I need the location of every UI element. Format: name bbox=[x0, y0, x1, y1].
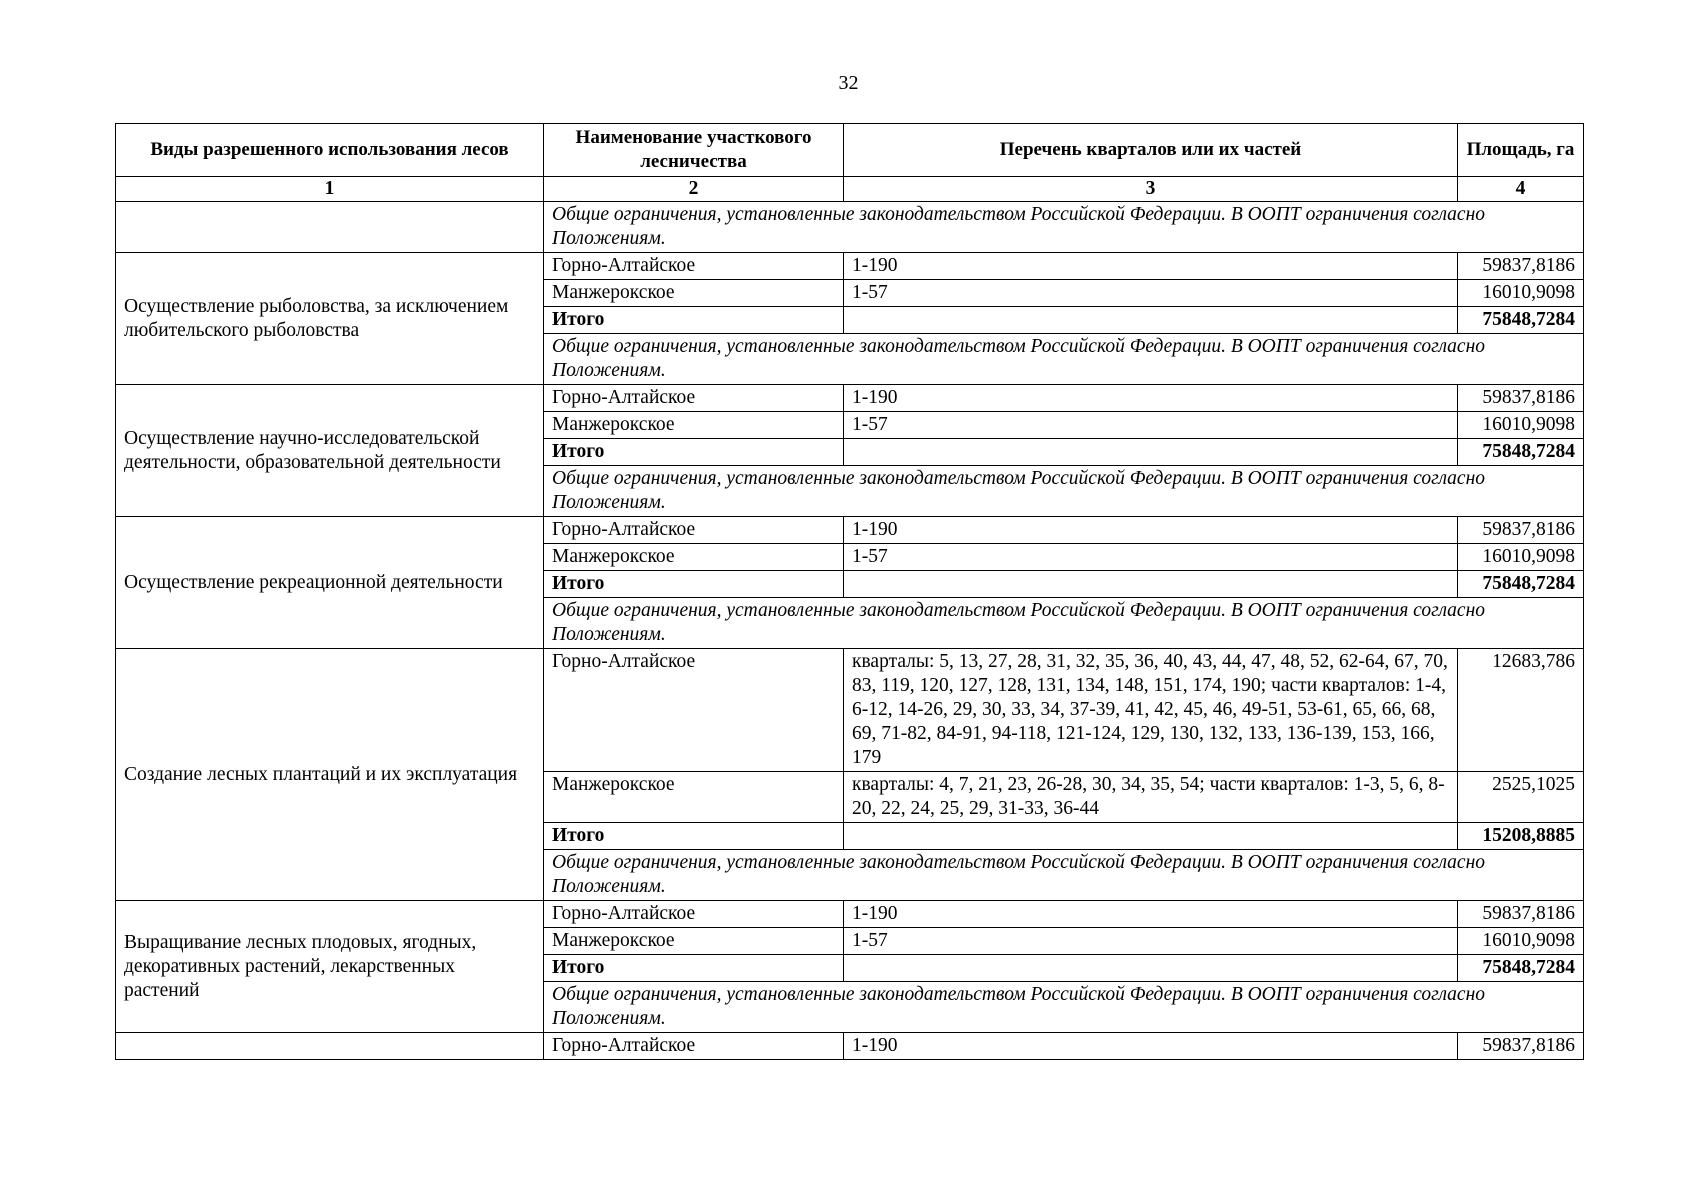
forestry-cell: Горно-Алтайское bbox=[544, 1033, 844, 1060]
area-cell: 59837,8186 bbox=[1458, 1033, 1584, 1060]
header-forestry: Наименование участкового лесничества bbox=[544, 124, 844, 177]
total-label: Итого bbox=[544, 823, 844, 850]
table-row bbox=[116, 901, 1584, 928]
area-cell: 16010,9098 bbox=[1458, 928, 1584, 955]
table-row bbox=[116, 1033, 1584, 1060]
quarters-cell bbox=[844, 439, 1458, 466]
use-type-cell bbox=[116, 1033, 544, 1060]
forestry-cell: Горно-Алтайское bbox=[544, 901, 844, 928]
quarters-cell: 1-57 bbox=[844, 928, 1458, 955]
use-type-cell: Осуществление рекреационной деятельности bbox=[116, 517, 544, 649]
use-type-cell bbox=[116, 202, 544, 253]
table-row bbox=[116, 385, 1584, 412]
forestry-cell: Манжерокское bbox=[544, 544, 844, 571]
table-row bbox=[116, 649, 1584, 772]
use-type-cell: Осуществление научно-исследовательской деятельности, образовательной деятельности bbox=[116, 385, 544, 517]
column-number: 3 bbox=[844, 177, 1458, 202]
quarters-cell: 1-190 bbox=[844, 253, 1458, 280]
forestry-cell: Горно-Алтайское bbox=[544, 517, 844, 544]
use-type-cell: Осуществление рыболовства, за исключением любительского рыболовства bbox=[116, 253, 544, 385]
area-cell: 59837,8186 bbox=[1458, 253, 1584, 280]
area-cell: 59837,8186 bbox=[1458, 901, 1584, 928]
quarters-cell: 1-190 bbox=[844, 901, 1458, 928]
forestry-cell: Горно-Алтайское bbox=[544, 253, 844, 280]
total-label: Итого bbox=[544, 439, 844, 466]
restriction-note: Общие ограничения, установленные законодательством Российской Федерации. В ООПТ ограничения согласно Положениям. bbox=[544, 598, 1584, 649]
restriction-note: Общие ограничения, установленные законодательством Российской Федерации. В ООПТ ограничения согласно Положениям. bbox=[544, 982, 1584, 1033]
forest-use-table bbox=[115, 123, 1584, 1060]
quarters-cell: 1-57 bbox=[844, 412, 1458, 439]
restriction-note: Общие ограничения, установленные законодательством Российской Федерации. В ООПТ ограничения согласно Положениям. bbox=[544, 850, 1584, 901]
restriction-note: Общие ограничения, установленные законодательством Российской Федерации. В ООПТ ограничения согласно Положениям. bbox=[544, 334, 1584, 385]
quarters-cell bbox=[844, 307, 1458, 334]
total-area: 15208,8885 bbox=[1458, 823, 1584, 850]
area-cell: 16010,9098 bbox=[1458, 412, 1584, 439]
quarters-cell: 1-57 bbox=[844, 280, 1458, 307]
forestry-cell: Манжерокское bbox=[544, 412, 844, 439]
quarters-cell: 1-57 bbox=[844, 544, 1458, 571]
quarters-cell bbox=[844, 571, 1458, 598]
area-cell: 59837,8186 bbox=[1458, 385, 1584, 412]
page-number: 32 bbox=[838, 72, 859, 94]
total-label: Итого bbox=[544, 955, 844, 982]
total-label: Итого bbox=[544, 571, 844, 598]
forestry-cell: Горно-Алтайское bbox=[544, 649, 844, 772]
column-number: 4 bbox=[1458, 177, 1584, 202]
restriction-note: Общие ограничения, установленные законодательством Российской Федерации. В ООПТ ограничения согласно Положениям. bbox=[544, 466, 1584, 517]
column-number: 1 bbox=[116, 177, 544, 202]
area-cell: 2525,1025 bbox=[1458, 772, 1584, 823]
total-area: 75848,7284 bbox=[1458, 571, 1584, 598]
area-cell: 16010,9098 bbox=[1458, 544, 1584, 571]
total-area: 75848,7284 bbox=[1458, 439, 1584, 466]
quarters-cell bbox=[844, 955, 1458, 982]
header-quarters: Перечень кварталов или их частей bbox=[844, 124, 1458, 177]
total-area: 75848,7284 bbox=[1458, 307, 1584, 334]
table-row bbox=[116, 202, 1584, 253]
quarters-cell: кварталы: 4, 7, 21, 23, 26-28, 30, 34, 35, 54; части кварталов: 1-3, 5, 6, 8-20, 22, 24, 25, 29, 31-33, 36-44 bbox=[844, 772, 1458, 823]
header-use-type: Виды разрешенного использования лесов bbox=[116, 124, 544, 177]
quarters-cell: 1-190 bbox=[844, 1033, 1458, 1060]
table-row bbox=[116, 253, 1584, 280]
quarters-cell bbox=[844, 823, 1458, 850]
column-number-row bbox=[116, 177, 1584, 202]
area-cell: 16010,9098 bbox=[1458, 280, 1584, 307]
forestry-cell: Манжерокское bbox=[544, 772, 844, 823]
use-type-cell: Создание лесных плантаций и их эксплуатация bbox=[116, 649, 544, 901]
quarters-cell: 1-190 bbox=[844, 385, 1458, 412]
header-row bbox=[116, 124, 1584, 177]
area-cell: 59837,8186 bbox=[1458, 517, 1584, 544]
total-label: Итого bbox=[544, 307, 844, 334]
forestry-cell: Манжерокское bbox=[544, 280, 844, 307]
header-area: Площадь, га bbox=[1458, 124, 1584, 177]
restriction-note: Общие ограничения, установленные законодательством Российской Федерации. В ООПТ ограничения согласно Положениям. bbox=[544, 202, 1584, 253]
total-area: 75848,7284 bbox=[1458, 955, 1584, 982]
quarters-cell: 1-190 bbox=[844, 517, 1458, 544]
use-type-cell: Выращивание лесных плодовых, ягодных, декоративных растений, лекарственных растений bbox=[116, 901, 544, 1033]
quarters-cell: кварталы: 5, 13, 27, 28, 31, 32, 35, 36, 40, 43, 44, 47, 48, 52, 62-64, 67, 70, 83, 119, 120, 127, 128, 131, 134, 148, 151, 174, 190; части кварталов: 1-4, 6-12, 14-26, 29, 30, 33, 34, 37-39, 41, 42, 45, 46, 49-51, 53-61, 65, 66, 68, 69, 71-82, 84-91, 94-118, 121-124, 129, 130, 132, 133, 136-139, 153, 166, 179 bbox=[844, 649, 1458, 772]
area-cell: 12683,786 bbox=[1458, 649, 1584, 772]
forestry-cell: Горно-Алтайское bbox=[544, 385, 844, 412]
forestry-cell: Манжерокское bbox=[544, 928, 844, 955]
table-row bbox=[116, 517, 1584, 544]
column-number: 2 bbox=[544, 177, 844, 202]
